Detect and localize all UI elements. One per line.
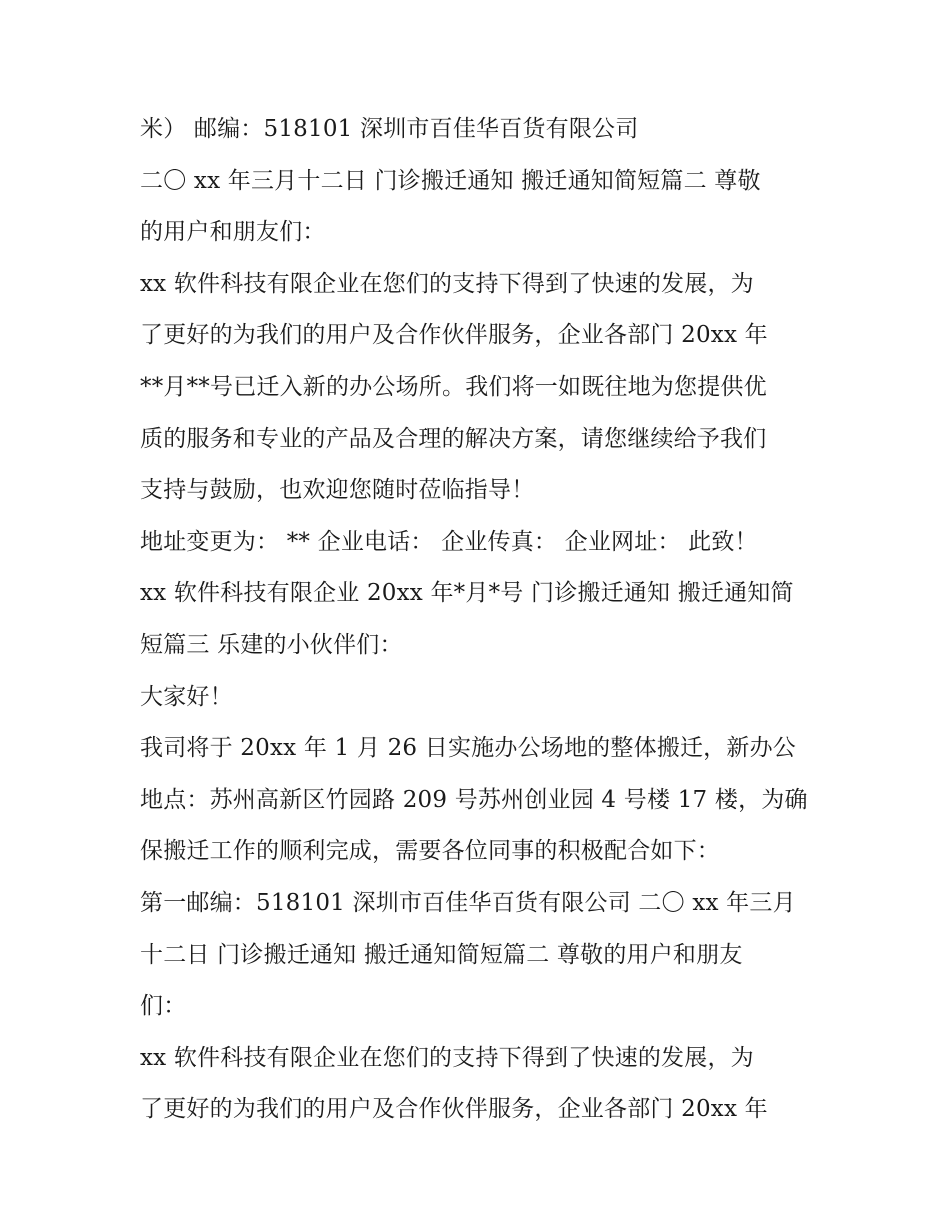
text-line: xx 软件科技有限企业 20xx 年*月*号 门诊搬迁通知 搬迁通知简	[140, 580, 794, 607]
text-line: **月**号已迁入新的办公场所。我们将一如既往地为您提供优	[140, 373, 767, 400]
text-line: 地址变更为： ** 企业电话： 企业传真： 企业网址： 此致！	[140, 528, 758, 555]
text-line: 我司将于 20xx 年 1 月 26 日实施办公场地的整体搬迁，新办公	[140, 735, 796, 762]
text-line: 米） 邮编：518101 深圳市百佳华百货有限公司	[140, 116, 639, 142]
text-line: 大家好！	[140, 683, 233, 710]
text-line: 短篇三 乐建的小伙伴们：	[140, 631, 403, 658]
text-line: 了更好的为我们的用户及合作伙伴服务，企业各部门 20xx 年	[140, 1096, 768, 1123]
text-line: 十二日 门诊搬迁通知 搬迁通知简短篇二 尊敬的用户和朋友	[140, 941, 743, 968]
text-line: 第一邮编：518101 深圳市百佳华百货有限公司 二〇 xx 年三月	[140, 889, 796, 916]
text-line: 质的服务和专业的产品及合理的解决方案，请您继续给予我们	[140, 425, 767, 452]
text-line: 们：	[140, 993, 187, 1020]
text-line: xx 软件科技有限企业在您们的支持下得到了快速的发展，为	[140, 1044, 754, 1071]
text-line: xx 软件科技有限企业在您们的支持下得到了快速的发展，为	[140, 270, 754, 297]
text-line: 的用户和朋友们：	[140, 219, 326, 246]
text-line: 二〇 xx 年三月十二日 门诊搬迁通知 搬迁通知简短篇二 尊敬	[140, 167, 761, 194]
text-line: 支持与鼓励，也欢迎您随时莅临指导！	[140, 477, 535, 504]
document-body	[140, 104, 830, 1136]
text-line: 了更好的为我们的用户及合作伙伴服务，企业各部门 20xx 年	[140, 322, 768, 349]
text-line: 保搬迁工作的顺利完成，需要各位同事的积极配合如下：	[140, 838, 720, 865]
text-line: 地点：苏州高新区竹园路 209 号苏州创业园 4 号楼 17 楼，为确	[140, 786, 808, 813]
